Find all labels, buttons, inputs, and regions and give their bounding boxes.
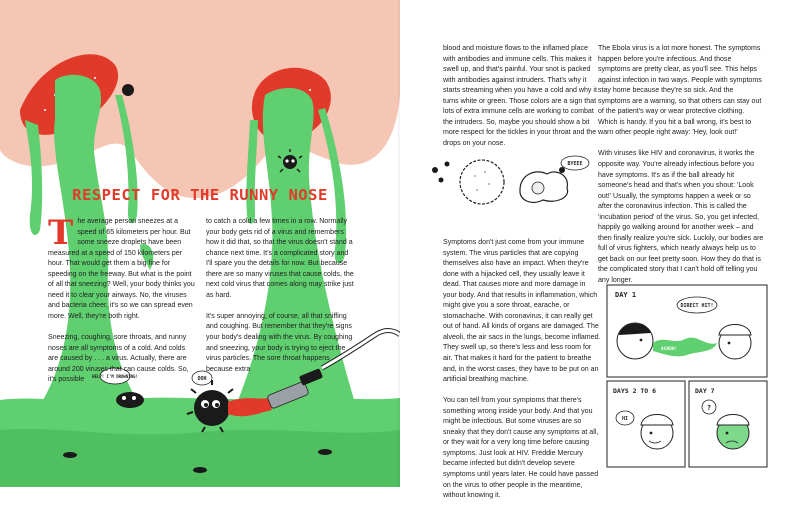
paragraph: to catch a cold a few times in a row. Normally your body gets rid of a virus and remembers how it did that, so that the virus doesn't stand a chance next time. It's a complicated story and I'll spare you the details for now. But because there are so many viruses that cause colds, the next cold virus that comes along may strike just as hard.: [206, 218, 354, 299]
paragraph: The Ebola virus is a lot more honest. The symptoms happen before you're infectious. And those symptoms are pretty clear, as you'll see. This helps against infection in two ways. People with symptoms stay home because they're so sick. And the symptoms are a warning, so that others can stay out of the patient's way or wear protective clothing. Which is handy. If you hit a ball wrong, it's best to warn other people right away: 'Hey, look out!': [598, 45, 762, 137]
cell-icon: [460, 160, 504, 204]
question-bubble: [702, 400, 716, 414]
paragraph: It's super annoying, of course, all that sniffing and coughing. But remember that they're signs your body's dealing with the virus. By coughing and sneezing, your body is trying to eject the virus particles. The sore throat happens because extra: [206, 312, 353, 373]
left-page: [0, 0, 400, 487]
text-column-4: [598, 44, 764, 297]
comic-panel-days-2-to-6: [607, 381, 685, 467]
paragraph: Sneezing, coughing, sore throats, and runny noses are all symptoms of a cold. And colds are caused by . . . a virus. Actually, there are around 200 viruses that can cause colds. So, it's possible: [48, 333, 189, 384]
incubation-comic: [605, 283, 772, 469]
panel-label: DAY 7: [695, 387, 715, 395]
svg-text:HI: HI: [621, 416, 629, 422]
section-heading: RESPECT FOR THE RUNNY NOSE: [72, 186, 328, 204]
cell-sequence-illustration: [425, 150, 595, 220]
direct-hit-bubble: [677, 297, 717, 313]
svg-text:OOH: OOH: [197, 376, 207, 382]
small-virus-icons: [432, 162, 450, 183]
virus-in-nostril-icon: [122, 84, 134, 96]
paragraph: The average person sneezes at a speed of 65 kilometers per hour. But some sneeze droplets have been measured at a speed of 150 kilometers per hour. That would get them a big fine for speeding on the freeway. But what is the point of all that sneezing? Well, your body thinks you need it to clear your airways. No, the viruses and bacteria cheer, it's so we can spread even more. Well, they're both right.: [48, 213, 195, 320]
paragraph: blood and moisture flows to the inflamed place with antibodies and immune cells. This makes it swell up, and that's painful. Your snot is packed with antibodies against intruders. That's why it starts streaming when you have a cold and why it turns white or green. Those colors are a sign that lots of extra immune cells are working to combat the intruders. So, maybe you should show a bit more respect for the tickles in your throat and the drops on your nose.: [443, 45, 597, 147]
hi-bubble: [616, 411, 634, 425]
svg-text:HELP! I'M DROWNING!: HELP! I'M DROWNING!: [92, 374, 138, 379]
svg-text:DIRECT HIT!: DIRECT HIT!: [680, 303, 714, 309]
byee-speech-bubble: [561, 156, 589, 170]
svg-text:BYEEE: BYEEE: [567, 161, 583, 167]
text-column-2: [206, 217, 356, 386]
text-column-3: [443, 44, 601, 512]
comic-panel-day-7: [689, 381, 767, 467]
paragraph: With viruses like HIV and coronavirus, it works the opposite way. You're already infectious before you have symptoms. It's as if the ball already hit someone's head and that's when you shout: 'Look out!' Usually, the symptoms happen a week or so after the coronavirus infection. This is called the 'incubation period' of the virus. So, you get infected, happily go walking around for another week – and then finally realize you're sick. Luckily, our bodies are full of virus fighters, which nearly always help us to get back on our feet pretty soon. How they do that is the complicated story that I can't hold off telling you any longer.: [598, 150, 764, 284]
panel-label: DAYS 2 TO 6: [613, 387, 657, 395]
svg-text:ACHOO!: ACHOO!: [661, 347, 678, 352]
escaping-virus-icon: [559, 167, 565, 173]
svg-text:?: ?: [706, 404, 712, 412]
paragraph: Symptoms don't just come from your immune system. The virus particles that are copying themselves also have an impact. When they're done with a hijacked cell, they usually leave it dead. That causes more and more damage in your body. And that results in inflammation, which might give you a sore throat, earache, or stomachache. With coronavirus, it can really get out of hand. All kinds of organs are damaged. The alveoli, the air sacs in the lungs, become inflamed. They swell up, so there's less and less room for air. That makes it hard for the patient to breathe and, in the worst cases, they have to be put on an artificial breathing machine.: [443, 238, 601, 384]
paragraph: You can tell from your symptoms that there's something wrong inside your body. And that you might be infectious. But some viruses are so sneaky that they don't cause any symptoms at all, or they wait for a very long time before causing symptoms. Just look at HIV. Freddie Mercury became infected but didn't develop severe symptoms until years later. He could have passed on the virus to other people in the meantime, without knowing it.: [443, 397, 599, 500]
panel-label: DAY 1: [615, 291, 637, 299]
comic-panel-day-1: [607, 285, 767, 377]
drop-cap: T: [48, 213, 74, 253]
text-column-1: [48, 213, 196, 396]
